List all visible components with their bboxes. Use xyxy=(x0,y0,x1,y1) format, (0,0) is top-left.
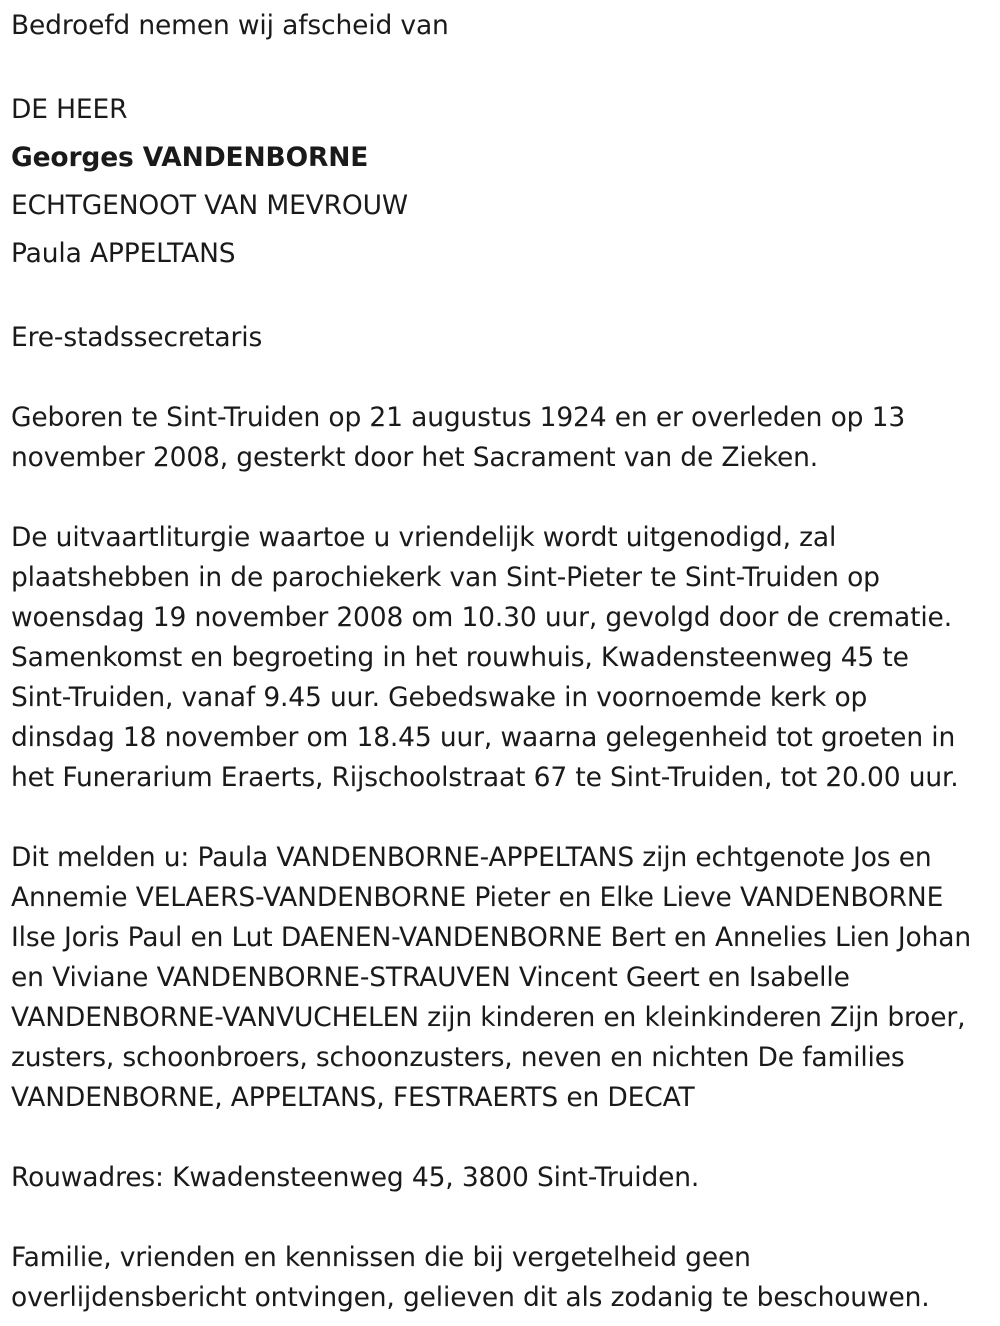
spacer xyxy=(11,358,996,398)
profession: Ere-stadssecretaris xyxy=(11,322,263,353)
paragraph-line: en Viviane VANDENBORNE-STRAUVEN Vincent Geert en Isabelle xyxy=(11,962,850,993)
spacer xyxy=(11,278,996,318)
paragraph-line: Sint-Truiden, vanaf 9.45 uur. Gebedswake in voornoemde kerk op xyxy=(11,682,868,713)
obituary-document xyxy=(11,6,996,1318)
closing-paragraph xyxy=(11,1238,996,1318)
mourning-address: Rouwadres: Kwadensteenweg 45, 3800 Sint-Truiden. xyxy=(11,1162,700,1193)
funeral-paragraph xyxy=(11,518,996,798)
paragraph-line: november 2008, gesterkt door het Sacrament van de Zieken. xyxy=(11,442,819,473)
birth-death-paragraph xyxy=(11,398,996,478)
paragraph-line: Dit melden u: Paula VANDENBORNE-APPELTANS zijn echtgenote Jos en xyxy=(11,842,932,873)
paragraph-line: De uitvaartliturgie waartoe u vriendelijk wordt uitgenodigd, zal xyxy=(11,522,837,553)
intro-line: Bedroefd nemen wij afscheid van xyxy=(11,10,449,41)
spacer xyxy=(11,478,996,518)
spacer xyxy=(11,798,996,838)
paragraph-line: VANDENBORNE, APPELTANS, FESTRAERTS en DECAT xyxy=(11,1082,695,1113)
paragraph-line: Annemie VELAERS-VANDENBORNE Pieter en Elke Lieve VANDENBORNE xyxy=(11,882,944,913)
paragraph-line: Samenkomst en begroeting in het rouwhuis, Kwadensteenweg 45 te xyxy=(11,642,909,673)
spouse-name: Paula APPELTANS xyxy=(11,238,236,269)
paragraph-line: Ilse Joris Paul en Lut DAENEN-VANDENBORNE Bert en Annelies Lien Johan xyxy=(11,922,971,953)
paragraph-line: woensdag 19 november 2008 om 10.30 uur, gevolgd door de crematie. xyxy=(11,602,952,633)
paragraph-line: het Funerarium Eraerts, Rijschoolstraat 67 te Sint-Truiden, tot 20.00 uur. xyxy=(11,762,959,793)
paragraph-line: dinsdag 18 november om 18.45 uur, waarna gelegenheid tot groeten in xyxy=(11,722,956,753)
spouse-label: ECHTGENOOT VAN MEVROUW xyxy=(11,190,408,221)
deceased-name: Georges VANDENBORNE xyxy=(11,142,369,173)
spacer xyxy=(11,1118,996,1158)
paragraph-line: plaatshebben in de parochiekerk van Sint-Pieter te Sint-Truiden op xyxy=(11,562,880,593)
family-paragraph xyxy=(11,838,996,1118)
title-prefix: DE HEER xyxy=(11,94,128,125)
paragraph-line: zusters, schoonbroers, schoonzusters, neven en nichten De families xyxy=(11,1042,905,1073)
paragraph-line: VANDENBORNE-VANVUCHELEN zijn kinderen en kleinkinderen Zijn broer, xyxy=(11,1002,966,1033)
spacer xyxy=(11,46,996,86)
paragraph-line: Geboren te Sint-Truiden op 21 augustus 1924 en er overleden op 13 xyxy=(11,402,906,433)
paragraph-line: Familie, vrienden en kennissen die bij vergetelheid geen xyxy=(11,1242,751,1273)
spacer xyxy=(11,1198,996,1238)
paragraph-line: overlijdensbericht ontvingen, gelieven dit als zodanig te beschouwen. xyxy=(11,1282,930,1313)
